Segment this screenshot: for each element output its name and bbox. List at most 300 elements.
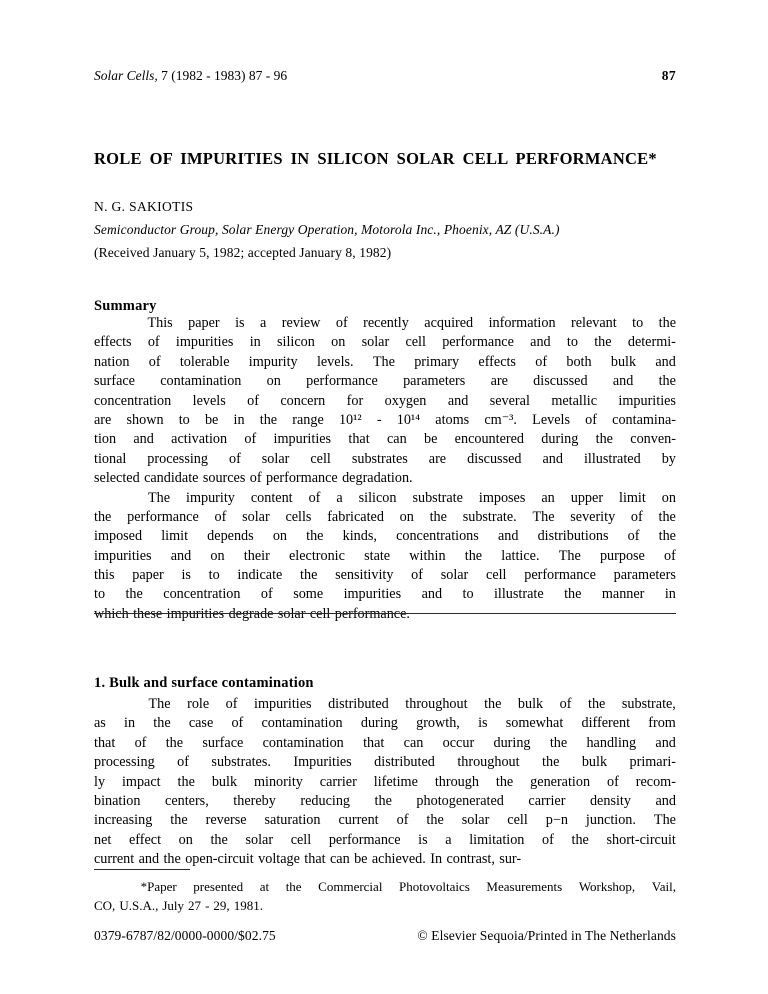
word: parameters — [403, 373, 466, 390]
section-1-body — [94, 695, 676, 870]
word: junction. — [585, 812, 636, 829]
word: of — [542, 831, 554, 848]
publisher-copyright-line: © Elsevier Sequoia/Printed in The Netherlands — [417, 928, 676, 943]
word: throughout — [405, 696, 468, 712]
word: 29, — [213, 897, 230, 913]
word: of — [148, 353, 161, 370]
word: density — [589, 792, 631, 809]
word: selected — [94, 470, 140, 487]
author-name: N. G. SAKIOTIS — [94, 199, 194, 214]
word: surface — [94, 373, 135, 390]
word: and — [497, 528, 519, 545]
word: is — [418, 831, 428, 848]
word: limit — [619, 489, 646, 506]
word: during — [541, 431, 579, 448]
word: relevant — [571, 315, 617, 331]
paragraph-indent — [94, 695, 132, 714]
word: in — [233, 411, 245, 428]
word: *Paper — [140, 879, 177, 894]
word: on — [661, 489, 676, 506]
word: case — [188, 715, 214, 732]
text-line — [94, 527, 676, 546]
word: recom- — [635, 773, 676, 790]
word: the — [464, 547, 483, 564]
word: encountered — [454, 431, 524, 448]
word: that — [348, 431, 370, 448]
word: solar — [242, 508, 270, 525]
word: of — [335, 315, 348, 331]
word: sensitivity — [335, 567, 394, 584]
word: tolerable — [179, 353, 230, 370]
issn-price-line: 0379-6787/82/0000-0000/$02.75 — [94, 928, 276, 943]
word: the — [571, 831, 589, 848]
text-line — [94, 850, 676, 869]
text-line — [94, 372, 676, 391]
word: the — [495, 773, 514, 790]
word: and — [612, 373, 634, 390]
word: the — [429, 508, 447, 525]
word: solar — [277, 605, 306, 622]
word: the — [153, 715, 171, 732]
word: current — [94, 851, 135, 868]
page-number: 87 — [661, 68, 676, 83]
word: performance — [127, 508, 199, 525]
word: of — [231, 715, 244, 732]
word: during — [360, 715, 398, 732]
word: some — [293, 586, 324, 603]
word: on — [272, 528, 287, 545]
footnote-divider — [94, 869, 190, 870]
word: impurities — [343, 586, 402, 603]
word: by — [661, 450, 676, 467]
section-1-heading: 1. Bulk and surface contamination — [94, 675, 314, 692]
word: handling — [586, 734, 637, 751]
text-line — [94, 314, 676, 333]
word: cell — [290, 831, 312, 848]
word: the — [210, 831, 228, 848]
word: of — [225, 696, 238, 712]
text-line — [94, 333, 676, 352]
word: - — [376, 411, 382, 428]
word: silicon — [277, 334, 315, 351]
received-accepted-dates: (Received January 5, 1982; accepted January 8, 1982) — [94, 245, 392, 260]
word: processing — [147, 450, 208, 467]
word: determi- — [627, 334, 676, 351]
word: a — [445, 831, 452, 848]
word: lattice. — [501, 547, 540, 564]
word: distributed — [328, 696, 389, 712]
word: occur — [442, 734, 475, 751]
word: In — [430, 851, 443, 868]
word: impurities — [166, 605, 225, 622]
word: cell — [486, 567, 507, 584]
text-line — [94, 878, 676, 897]
word: fabricated — [327, 508, 384, 525]
word: 27 — [188, 897, 202, 913]
word: to — [178, 411, 190, 428]
word: conven- — [630, 431, 676, 448]
word: substrate, — [621, 696, 676, 712]
word: of — [228, 450, 241, 467]
word: performance — [524, 567, 596, 584]
word: to — [566, 334, 578, 351]
word: and — [655, 353, 676, 370]
word: of — [585, 411, 597, 428]
text-line — [94, 430, 676, 449]
word: that — [94, 734, 116, 751]
word: and — [655, 734, 676, 751]
word: carrier — [319, 773, 357, 790]
word: of — [664, 547, 676, 564]
word: activation — [171, 431, 228, 448]
word: The — [558, 547, 581, 564]
text-line — [94, 566, 676, 585]
word: parameters — [613, 567, 676, 584]
word: of — [606, 773, 619, 790]
word: of — [244, 431, 257, 448]
author-affiliation: Semiconductor Group, Solar Energy Operation, Motorola Inc., Phoenix, AZ (U.S.A.) — [94, 222, 560, 237]
word: of — [177, 754, 189, 771]
word: be — [204, 411, 219, 428]
word: the — [94, 508, 112, 525]
summary-heading: Summary — [94, 298, 157, 315]
word: cm⁻³. — [484, 411, 517, 428]
word: of — [411, 567, 423, 584]
word: contrast, — [446, 851, 495, 868]
word: are — [428, 450, 447, 467]
word: bination — [94, 792, 141, 809]
word: in — [249, 334, 261, 351]
word: the — [165, 734, 184, 751]
word: content — [250, 489, 293, 506]
word: performance — [266, 470, 338, 487]
word: of — [630, 508, 643, 525]
word: the — [177, 773, 195, 790]
word: solar — [361, 334, 390, 351]
word: bulk — [517, 696, 544, 712]
word: of — [308, 489, 321, 506]
word: purpose — [599, 547, 645, 564]
text-line — [94, 811, 676, 830]
word: recently — [363, 315, 409, 331]
word: primari- — [629, 754, 676, 771]
footnote-text — [94, 878, 676, 915]
word: of — [535, 353, 548, 370]
word: impurity — [248, 353, 298, 370]
word: acquired — [424, 315, 474, 331]
word: candidate — [144, 470, 199, 487]
word: of — [147, 334, 160, 351]
text-line — [94, 695, 676, 714]
word: reducing — [300, 792, 351, 809]
word: discussed — [467, 450, 522, 467]
text-line — [94, 469, 676, 488]
word: of — [134, 734, 147, 751]
word: solar — [245, 831, 274, 848]
word: the — [170, 812, 188, 829]
word: sources — [202, 470, 246, 487]
word: cells — [285, 508, 312, 525]
word: minority — [253, 773, 303, 790]
word: illustrated — [583, 450, 641, 467]
word: in — [664, 586, 676, 603]
word: different — [581, 715, 631, 732]
word: throughout — [457, 754, 520, 771]
word: the — [426, 812, 444, 829]
word: contamination — [160, 373, 242, 390]
word: ly — [94, 773, 106, 790]
word: tion — [94, 431, 117, 448]
word: and — [421, 586, 443, 603]
word: the — [259, 411, 278, 428]
text-line — [94, 489, 676, 508]
word: is — [181, 567, 191, 584]
text-line — [94, 753, 676, 772]
word: July — [162, 897, 185, 913]
word: paper — [188, 315, 220, 331]
word: range — [292, 411, 324, 428]
word: contamination — [262, 734, 344, 751]
word: 10¹⁴ — [396, 411, 421, 428]
word: and — [138, 851, 160, 868]
page-title: ROLE OF IMPURITIES IN SILICON SOLAR CELL PERFORMANCE* — [94, 149, 657, 169]
word: from — [648, 715, 676, 732]
word: Photovoltaics — [399, 879, 470, 894]
word: can — [386, 431, 407, 448]
word: on — [178, 831, 193, 848]
word: for — [346, 392, 364, 409]
word: the — [588, 696, 606, 712]
word: bulk — [610, 353, 637, 370]
paragraph-indent — [94, 314, 132, 333]
word: the — [306, 528, 324, 545]
text-line — [94, 411, 676, 430]
word: centers, — [165, 792, 209, 809]
word: - — [205, 897, 210, 913]
word: on — [331, 334, 346, 351]
word: impurities — [175, 334, 234, 351]
word: substrate — [412, 489, 463, 506]
word: of — [559, 696, 572, 712]
word: growth, — [416, 715, 460, 732]
word: substrates. — [211, 754, 271, 771]
word: The — [653, 812, 676, 829]
word: cell — [507, 812, 528, 829]
word: generation — [530, 773, 591, 790]
text-line — [94, 392, 676, 411]
word: thereby — [233, 792, 276, 809]
word: somewhat — [505, 715, 564, 732]
word: presented — [193, 879, 244, 894]
word: carrier — [528, 792, 566, 809]
word: performance — [328, 831, 401, 848]
word: that — [363, 734, 385, 751]
paragraph-indent — [94, 489, 132, 508]
word: depends — [207, 528, 254, 545]
word: on — [210, 547, 225, 564]
word: the — [163, 851, 181, 868]
word: state — [364, 547, 391, 564]
running-head — [94, 68, 676, 84]
word: of — [627, 528, 640, 545]
word: the — [595, 431, 613, 448]
word: imposed — [94, 528, 143, 545]
word: Levels — [532, 411, 570, 428]
word: severity — [570, 508, 616, 525]
section-divider — [94, 613, 676, 614]
word: the — [594, 334, 612, 351]
word: concern — [280, 392, 326, 409]
word: CO, — [94, 897, 116, 913]
word: within — [409, 547, 446, 564]
word: this — [94, 567, 115, 584]
word: and — [170, 547, 192, 564]
word: Commercial — [318, 879, 383, 894]
word: the — [549, 734, 568, 751]
journal-name: Solar Cells, — [94, 68, 158, 83]
word: increasing — [94, 812, 153, 829]
word: the — [658, 508, 676, 525]
word: cell — [405, 334, 426, 351]
journal-volume-year-pages: 7 (1982 - 1983) 87 - 96 — [161, 68, 288, 83]
word: solar — [461, 812, 490, 829]
word: upper — [570, 489, 604, 506]
word: the — [374, 792, 392, 809]
word: of — [249, 470, 262, 487]
word: indicate — [237, 567, 283, 584]
word: saturation — [264, 812, 321, 829]
word: distributed — [374, 754, 435, 771]
word: cell — [309, 605, 331, 622]
word: photogenerated — [416, 792, 504, 809]
word: and — [133, 431, 154, 448]
text-line — [94, 734, 676, 753]
word: imposes — [478, 489, 526, 506]
word: through — [434, 773, 479, 790]
word: surface — [202, 734, 244, 751]
text-line — [94, 585, 676, 604]
imprint-footer — [94, 928, 676, 944]
word: at — [259, 879, 270, 894]
word: distributions — [537, 528, 609, 545]
text-line — [94, 508, 676, 527]
word: are — [490, 373, 508, 390]
text-line — [94, 897, 676, 916]
word: performance. — [334, 605, 410, 622]
word: of — [396, 812, 409, 829]
word: the — [300, 567, 318, 584]
word: nation — [94, 353, 130, 370]
word: atoms — [435, 411, 470, 428]
word: tional — [94, 450, 127, 467]
word: and — [542, 450, 563, 467]
word: to — [94, 586, 106, 603]
word: the — [484, 696, 502, 712]
word: the — [125, 586, 143, 603]
word: to — [632, 315, 644, 331]
word: the — [658, 315, 676, 331]
word: bulk — [211, 773, 238, 790]
text-line — [94, 353, 676, 372]
word: both — [566, 353, 592, 370]
word: primary — [414, 353, 460, 370]
word: that — [304, 851, 326, 868]
word: of — [214, 508, 227, 525]
word: performance — [306, 373, 378, 390]
word: 10¹² — [338, 411, 362, 428]
word: to — [208, 567, 220, 584]
byline-block — [94, 199, 676, 261]
paragraph — [94, 314, 676, 489]
word: net — [94, 831, 112, 848]
word: several — [489, 392, 530, 409]
word: which — [94, 605, 129, 622]
word: impurities — [254, 696, 312, 712]
word: contamination — [261, 715, 343, 732]
word: the — [542, 754, 560, 771]
word: the — [564, 586, 582, 603]
word: degrade — [228, 605, 274, 622]
text-line — [94, 792, 676, 811]
paragraph — [94, 695, 676, 870]
word: impact — [121, 773, 161, 790]
word: in — [124, 715, 136, 732]
word: substrates — [351, 450, 408, 467]
word: silicon — [358, 489, 397, 506]
word: the — [285, 879, 302, 894]
word: discussed — [533, 373, 588, 390]
word: levels. — [316, 353, 354, 370]
word: and — [655, 792, 676, 809]
word: a — [260, 315, 267, 331]
word: on — [266, 373, 281, 390]
word: U.S.A., — [119, 897, 159, 913]
word: concentrations — [396, 528, 479, 545]
word: shown — [126, 411, 164, 428]
word: Measurements — [486, 879, 563, 894]
word: voltage — [258, 851, 300, 868]
word: impurity — [186, 489, 235, 506]
word: the — [658, 528, 676, 545]
text-line — [94, 714, 676, 733]
word: reverse — [205, 812, 247, 829]
word: are — [94, 411, 112, 428]
text-line — [94, 831, 676, 850]
word: solar — [261, 450, 290, 467]
word: paper — [132, 567, 164, 584]
word: oxygen — [384, 392, 427, 409]
paragraph-indent — [94, 878, 124, 897]
word: of — [247, 392, 259, 409]
word: This — [147, 315, 173, 331]
word: as — [94, 715, 106, 732]
word: limitation — [469, 831, 525, 848]
word: effect — [128, 831, 162, 848]
word: manner — [601, 586, 645, 603]
word: and — [530, 334, 551, 351]
word: open-circuit — [185, 851, 254, 868]
word: The — [532, 508, 555, 525]
word: Workshop, — [578, 879, 636, 894]
word: and — [447, 392, 469, 409]
word: be — [354, 851, 368, 868]
word: can — [329, 851, 350, 868]
journal-reference — [94, 68, 287, 84]
word: 1981. — [233, 897, 263, 913]
paragraph — [94, 489, 676, 625]
word: their — [243, 547, 270, 564]
word: information — [488, 315, 556, 331]
